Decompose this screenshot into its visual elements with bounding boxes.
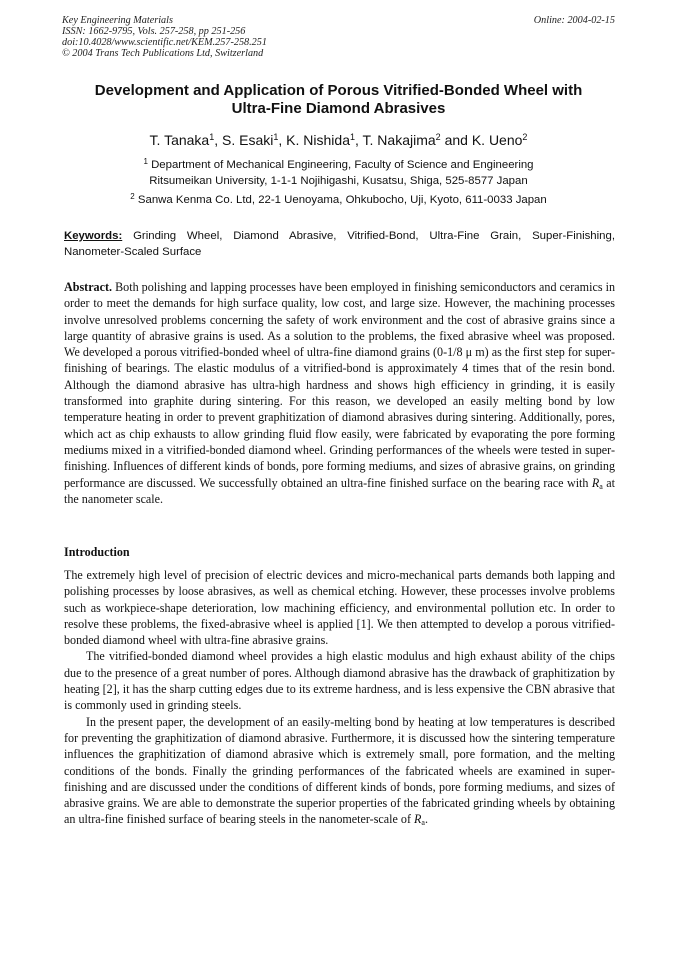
introduction-heading: Introduction <box>64 545 130 559</box>
author-affil-mark: 1 <box>349 132 355 142</box>
introduction-body <box>64 567 615 828</box>
ra-subscript: a <box>421 818 425 828</box>
affiliation-mark: 2 <box>130 192 135 201</box>
author-separator: , <box>278 132 287 148</box>
keywords-block <box>64 228 615 260</box>
author-name: K. Nishida <box>286 132 350 148</box>
doi-line: doi:10.4028/www.scientific.net/KEM.257-258.251 <box>62 37 267 48</box>
keywords-text: Grinding Wheel, Diamond Abrasive, Vitrified-Bond, Ultra-Fine Grain, Super-Finishing, Nanometer-Scaled Surface <box>64 230 616 258</box>
intro-paragraph-3 <box>64 714 615 828</box>
author-separator: , <box>355 132 363 148</box>
abstract-text-end: at the nanometer scale. <box>64 475 615 506</box>
author-separator: and <box>440 132 472 148</box>
affiliation-line: Department of Mechanical Engineering, Faculty of Science and Engineering <box>151 159 534 171</box>
journal-header <box>62 15 615 59</box>
issn-line: ISSN: 1662-9795, Vols. 257-258, pp 251-256 <box>62 26 246 37</box>
author-name: S. Esaki <box>222 132 274 148</box>
title-line-1: Development and Application of Porous Vitrified-Bonded Wheel with <box>94 82 583 99</box>
copyright-line: © 2004 Trans Tech Publications Ltd, Switzerland <box>62 48 264 59</box>
affiliation-line: Sanwa Kenma Co. Ltd, 22-1 Uenoyama, Ohkubocho, Uji, Kyoto, 611-0033 Japan <box>137 194 547 206</box>
author-list <box>62 131 615 149</box>
author-name: T. Tanaka <box>149 132 210 148</box>
keywords-label: Keywords: <box>64 230 123 242</box>
ra-symbol: R <box>414 812 422 827</box>
paper-title <box>62 82 615 118</box>
intro-paragraph-2: The vitrified-bonded diamond wheel provides a high elastic modulus and high exhaust ability of the chips due to the presence of a great number of pores. Although diamond abrasive has the drawback of graphitization by heating [2], it has the sharp cutting edges due to its extreme hardness, and is less expensive the CBN abrasive that is commonly used in grinding steels. <box>64 649 615 713</box>
title-line-2: Ultra-Fine Diamond Abrasives <box>231 100 446 117</box>
online-date: Online: 2004-02-15 <box>533 15 615 26</box>
affiliation-line: Ritsumeikan University, 1-1-1 Nojihigashi, Kusatsu, Shiga, 525-8577 Japan <box>149 175 528 187</box>
author-affil-mark: 1 <box>209 132 215 142</box>
intro-paragraph-1: The extremely high level of precision of electric devices and micro-mechanical parts demands both lapping and polishing processes by loose abrasives, as well as chemical etching. However, these processes involve problems such as workpiece-shape deterioration, low machining efficiency, and environmental pollution etc. In order to resolve these problems, the fixed-abrasive wheel is applied [1]. We then attempted to develop a porous vitrified-bonded diamond wheel with ultra-fine abrasive grains. <box>64 568 615 648</box>
author-affil-mark: 1 <box>273 132 279 142</box>
journal-name: Key Engineering Materials <box>62 15 173 26</box>
abstract-text: Both polishing and lapping processes have been employed in finishing semiconductors and ceramics in order to meet the demands for high surface quality, low cost, and large size. However, the machining processes involve unresolved problems concerning the safety of work environment and the cost of abrasive grains since a large quantity of abrasive grains is used. As a solution to the problems, the fixed abrasive wheel was proposed. We developed a porous vitrified-bonded wheel of ultra-fine diamond grains (0-1/8 μ m) as the first step for super-finishing of bearings. The elastic modulus of a vitrified-bond is approximately 4 times that of the resin bond. Although the diamond abrasive has ultra-high hardness and shows high efficiency in grinding, it is easily transformed into graphite during sintering. For this reason, we developed an easily melting bond by low temperature heating in order to prevent graphitization of diamond abrasives during sintering. Additionally, pores, which act as chip exhausts to allow grinding fluid flow easily, were fabricated by evaporating the pore forming mediums mixed in a vitrified-bonded diamond wheel. Grinding performances of the wheels were tested in super-finishing. Influences of different kinds of bonds, pore forming mediums, and sizes of abrasive grains, on grinding performance are discussed. We successfully obtained an ultra-fine finished surface on the bearing race with <box>64 280 615 490</box>
author-name: T. Nakajima <box>362 132 436 148</box>
affiliation-mark: 1 <box>143 157 148 166</box>
author-separator: , <box>214 132 223 148</box>
author-affil-mark: 2 <box>435 132 441 142</box>
affiliation-1 <box>62 157 615 189</box>
author-name: K. Ueno <box>471 132 523 148</box>
ra-subscript: a <box>599 481 603 491</box>
affiliation-2 <box>62 192 615 208</box>
intro-paragraph-3-text: In the present paper, the development of an easily-melting bond by heating at low temperatures is described for preventing the graphitization of diamond abrasive. Furthermore, it is discussed how the sintering temperature influences the graphitization of diamond abrasive which is extremely small, pore formation, and the melting conditions of the bonds. Finally the grinding performances of the fabricated wheels are examined in super-finishing and are discussed under the conditions of different kinds of bonds, pore forming mediums, and sizes of abrasive grains. We are able to demonstrate the superior properties of the fabricated grinding wheels by obtaining an ultra-fine finished surface of bearing steels in the nanometer-scale of <box>64 714 615 827</box>
ra-symbol: R <box>591 475 600 490</box>
abstract-label: Abstract. <box>64 280 113 294</box>
author-affil-mark: 2 <box>522 132 528 142</box>
abstract-block <box>64 279 615 507</box>
intro-paragraph-3-end: . <box>424 812 428 827</box>
